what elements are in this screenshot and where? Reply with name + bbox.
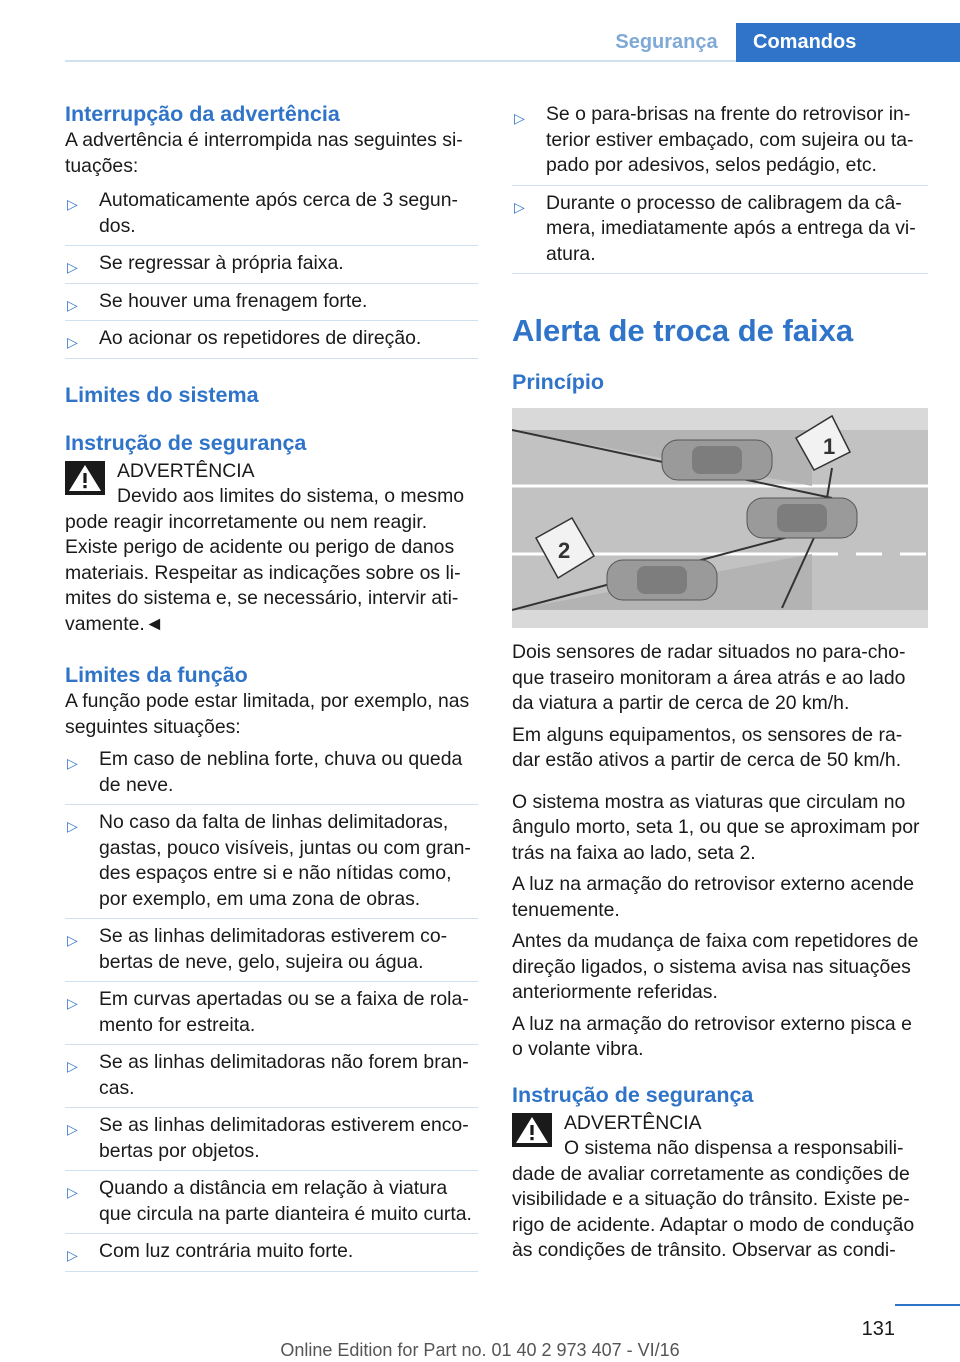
triangle-bullet-icon: ▷	[67, 334, 78, 350]
list-item: ▷ Quando a distância em relação à viatura que circula na parte dianteira é muito curta.	[65, 1171, 478, 1234]
svg-text:2: 2	[558, 538, 571, 563]
road-diagram	[512, 408, 928, 628]
warning-title-2: ADVERTÊNCIA	[564, 1111, 702, 1134]
triangle-bullet-icon: ▷	[67, 259, 78, 275]
list-item: ▷ Durante o processo de calibragem da câ-mera, imediatamente após a entrega da vi-atura.	[512, 186, 928, 275]
heading-interrupcao: Interrupção da advertência	[65, 102, 340, 126]
warning-title: ADVERTÊNCIA	[117, 459, 255, 482]
heading-limites-sistema: Limites do sistema	[65, 382, 259, 407]
car-2-icon	[747, 498, 857, 538]
triangle-bullet-icon: ▷	[67, 755, 78, 771]
paragraph-luz-acende: A luz na armação do retrovisor externo acende tenuemente.	[512, 873, 915, 921]
paragraph-limites-funcao: A função pode estar limitada, por exemplo, nas seguintes situações:	[65, 690, 470, 738]
car-3-icon	[607, 560, 717, 600]
triangle-bullet-icon: ▷	[67, 995, 78, 1011]
heading-instrucao-seguranca: Instrução de segurança	[65, 430, 307, 455]
list-item: ▷ No caso da falta de linhas delimitadoras, gastas, pouco visíveis, juntas ou com gran-des espaços entre si e não nítidas como, por exemplo, em uma zona de obras.	[65, 805, 478, 919]
heading-limites-funcao: Limites da função	[65, 663, 248, 687]
list-item: ▷ Se as linhas delimitadoras não forem bran-cas.	[65, 1045, 478, 1108]
list-item: ▷ Se houver uma frenagem forte.	[65, 284, 478, 322]
lane-change-illustration	[512, 408, 928, 628]
paragraph-luz-pisca: A luz na armação do retrovisor externo pisca e o volante vibra.	[512, 1012, 912, 1060]
list-item: ▷ Se as linhas delimitadoras estiverem enco-bertas por objetos.	[65, 1108, 478, 1171]
warning-block	[65, 459, 478, 485]
heading-instrucao-seguranca-2: Instrução de segurança	[512, 1082, 754, 1107]
warning-text: Devido aos limites do sistema, o mesmo pode reagir incorretamente ou nem reagir. Existe perigo de acidente ou perigo de danos materiais. Respeitar as indicações sobre os li-mites do sistema e, se necessário, intervir ati-vamente.◄	[65, 485, 465, 635]
list-continuacao	[512, 97, 928, 274]
paragraph-interrupcao: A advertência é interrompida nas seguintes si-tuações:	[65, 129, 463, 177]
triangle-bullet-icon: ▷	[514, 110, 525, 126]
paragraph-mudanca-faixa: Antes da mudança de faixa com repetidores de direção ligados, o sistema avisa nas situações anteriormente referidas.	[512, 930, 919, 1003]
car-1-icon	[662, 440, 772, 480]
heading-alerta-troca-faixa: Alerta de troca de faixa	[512, 313, 854, 348]
warning-block-2	[512, 1111, 928, 1137]
triangle-bullet-icon: ▷	[514, 198, 525, 215]
right-column	[512, 97, 928, 1264]
list-item: ▷ Ao acionar os repetidores de direção.	[65, 321, 478, 359]
tab-comandos[interactable]: Comandos	[736, 23, 960, 62]
triangle-bullet-icon: ▷	[67, 196, 78, 212]
triangle-bullet-icon: ▷	[67, 1058, 78, 1074]
svg-text:1: 1	[823, 434, 836, 459]
triangle-bullet-icon: ▷	[67, 1121, 78, 1137]
list-item: ▷ Se o para-brisas na frente do retrovisor in-terior estiver embaçado, com sujeira ou ta-pado por adesivos, selos pedágio, etc.	[512, 97, 928, 186]
left-column	[65, 100, 478, 1272]
tab-seguranca[interactable]: Segurança	[615, 30, 718, 53]
footer-rule	[895, 1304, 960, 1306]
warning-triangle-icon	[65, 461, 105, 495]
list-item: ▷ Em caso de neblina forte, chuva ou queda de neve.	[65, 742, 478, 805]
triangle-bullet-icon: ▷	[67, 818, 78, 834]
list-item: ▷ Se as linhas delimitadoras estiverem co-bertas de neve, gelo, sujeira ou água.	[65, 919, 478, 982]
list-item: ▷ Se regressar à própria faixa.	[65, 246, 478, 284]
triangle-bullet-icon: ▷	[67, 1184, 78, 1200]
paragraph-sensores: Dois sensores de radar situados no para-cho-que traseiro monitoram a área atrás e ao lado da viatura a partir de cerca de 20 km/h.	[512, 641, 906, 714]
footer-edition: Online Edition for Part no. 01 40 2 973 407 - VI/16	[280, 1340, 680, 1360]
list-interrupcao	[65, 183, 478, 359]
warning-triangle-icon	[512, 1113, 552, 1147]
list-item: ▷ Com luz contrária muito forte.	[65, 1234, 478, 1272]
triangle-bullet-icon: ▷	[67, 1247, 78, 1263]
page-number: 131	[861, 1318, 895, 1340]
warning-text-2: O sistema não dispensa a responsabili-dade de avaliar corretamente as condições de visibilidade e a situação do trânsito. Existe pe-rigo de acidente. Adaptar o modo de condução às condições de trânsito. Observar as condi-	[512, 1137, 915, 1261]
list-item: ▷ Automaticamente após cerca de 3 segun-dos.	[65, 183, 478, 246]
list-item: ▷ Em curvas apertadas ou se a faixa de rola-mento for estreita.	[65, 982, 478, 1045]
triangle-bullet-icon: ▷	[67, 932, 78, 948]
triangle-bullet-icon: ▷	[67, 296, 78, 313]
paragraph-equipamentos: Em alguns equipamentos, os sensores de ra-dar estão ativos a partir de cerca de 50 km/h.	[512, 723, 903, 771]
paragraph-angulo-morto: O sistema mostra as viaturas que circulam no ângulo morto, seta 1, ou que se aproximam por trás na faixa ao lado, seta 2.	[512, 790, 920, 864]
list-limites-funcao	[65, 742, 478, 1272]
heading-principio: Princípio	[512, 370, 604, 394]
